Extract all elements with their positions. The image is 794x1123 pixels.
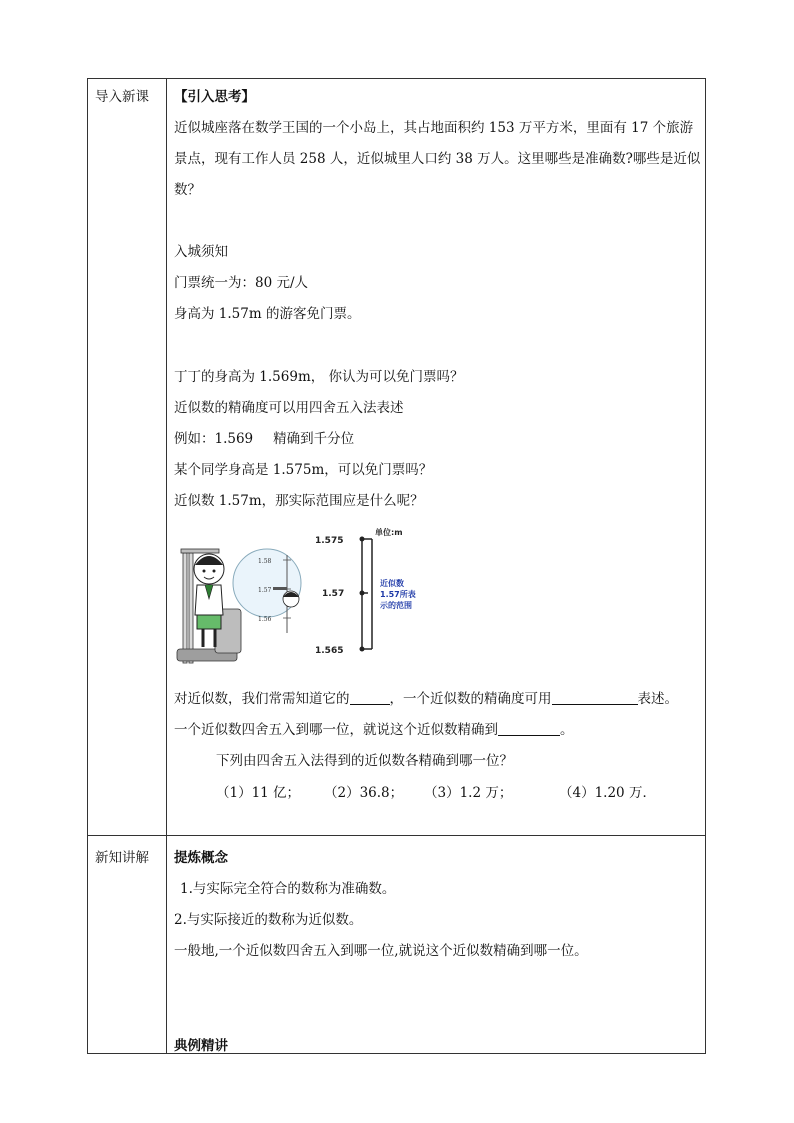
zoom-tick-2: 1.57 bbox=[258, 587, 272, 594]
exercise-item-3: （3）1.2 万； bbox=[424, 785, 513, 801]
exercise-item-1: （1）11 亿； bbox=[216, 785, 301, 801]
column-divider bbox=[166, 79, 167, 1053]
exercise-title: 下列由四舍五入法得到的近似数各精确到哪一位？ bbox=[216, 753, 513, 769]
question-1: 丁丁的身高为 1.569m， 你认为可以免门票吗？ bbox=[174, 369, 464, 385]
example-line bbox=[174, 427, 354, 447]
fill-sentence-1: 对近似数，我们常需知道它的 ，一个近似数的精确度可用 表述。 bbox=[174, 691, 678, 707]
fill-blank-3 bbox=[498, 721, 560, 736]
row-label-intro: 导入新课 bbox=[95, 89, 149, 105]
intro-cell bbox=[174, 79, 702, 835]
concept-point-1: 1.与实际完全符合的数称为准确数。 bbox=[180, 881, 396, 897]
notice-free: 身高为 1.57m 的游客免门票。 bbox=[174, 306, 361, 322]
fill-sentence-2: 一个近似数四舍五入到哪一位，就说这个近似数精确到 。 bbox=[174, 722, 574, 738]
concept-point-2: 2.与实际接近的数称为近似数。 bbox=[174, 912, 363, 928]
intro-paragraph-line-3: 数？ bbox=[174, 182, 201, 198]
unit-label: 单位:m bbox=[375, 528, 403, 537]
intro-paragraph-line-2: 景点，现有工作人员 258 人，近似城里人口约 38 万人。这里哪些是准确数?哪些是近似 bbox=[174, 151, 701, 167]
example-label: 例如：1.569 bbox=[174, 431, 254, 447]
row-label-new-knowledge: 新知讲解 bbox=[95, 850, 149, 866]
concept-summary: 一般地,一个近似数四舍五入到哪一位,就说这个近似数精确到哪一位。 bbox=[174, 943, 588, 959]
number-line-tick-157: 1.57 bbox=[322, 589, 345, 599]
notice-ticket: 门票统一为：80 元/人 bbox=[174, 275, 309, 291]
question-3: 某个同学身高是 1.575m，可以免门票吗？ bbox=[174, 462, 433, 478]
exercise-item-4: （4）1.20 万． bbox=[559, 785, 656, 801]
question-2: 近似数的精确度可以用四舍五入法表述 bbox=[174, 400, 404, 416]
number-line bbox=[315, 527, 416, 656]
zoom-circle bbox=[233, 549, 301, 633]
number-line-tick-1565: 1.565 bbox=[315, 646, 344, 656]
intro-paragraph-line-1: 近似城座落在数学王国的一个小岛上，其占地面积约 153 万平方米，里面有 17 个旅游 bbox=[174, 120, 694, 136]
zoom-tick-3: 1.56 bbox=[258, 616, 272, 623]
fill-blank-1 bbox=[350, 690, 390, 705]
height-measurement-figure bbox=[175, 523, 435, 673]
range-label-line-1: 近似数 bbox=[380, 579, 404, 588]
zoom-tick-1: 1.58 bbox=[258, 558, 272, 565]
notice-title: 入城须知 bbox=[174, 244, 228, 260]
concept-cell bbox=[174, 835, 702, 1054]
range-label-line-3: 示的范围 bbox=[380, 601, 412, 610]
example-section-title: 典例精讲 bbox=[174, 1038, 228, 1054]
range-label-line-2: 1.57所表 bbox=[380, 590, 416, 599]
intro-heading: 【引入思考】 bbox=[174, 89, 255, 105]
example-value: 精确到千分位 bbox=[273, 431, 355, 447]
number-line-tick-1575: 1.575 bbox=[315, 536, 344, 546]
concept-title: 提炼概念 bbox=[174, 850, 228, 866]
question-4: 近似数 1.57m，那实际范围应是什么呢？ bbox=[174, 493, 424, 509]
exercise-item-2: （2）36.8； bbox=[324, 785, 404, 801]
fill-blank-2 bbox=[552, 690, 638, 705]
